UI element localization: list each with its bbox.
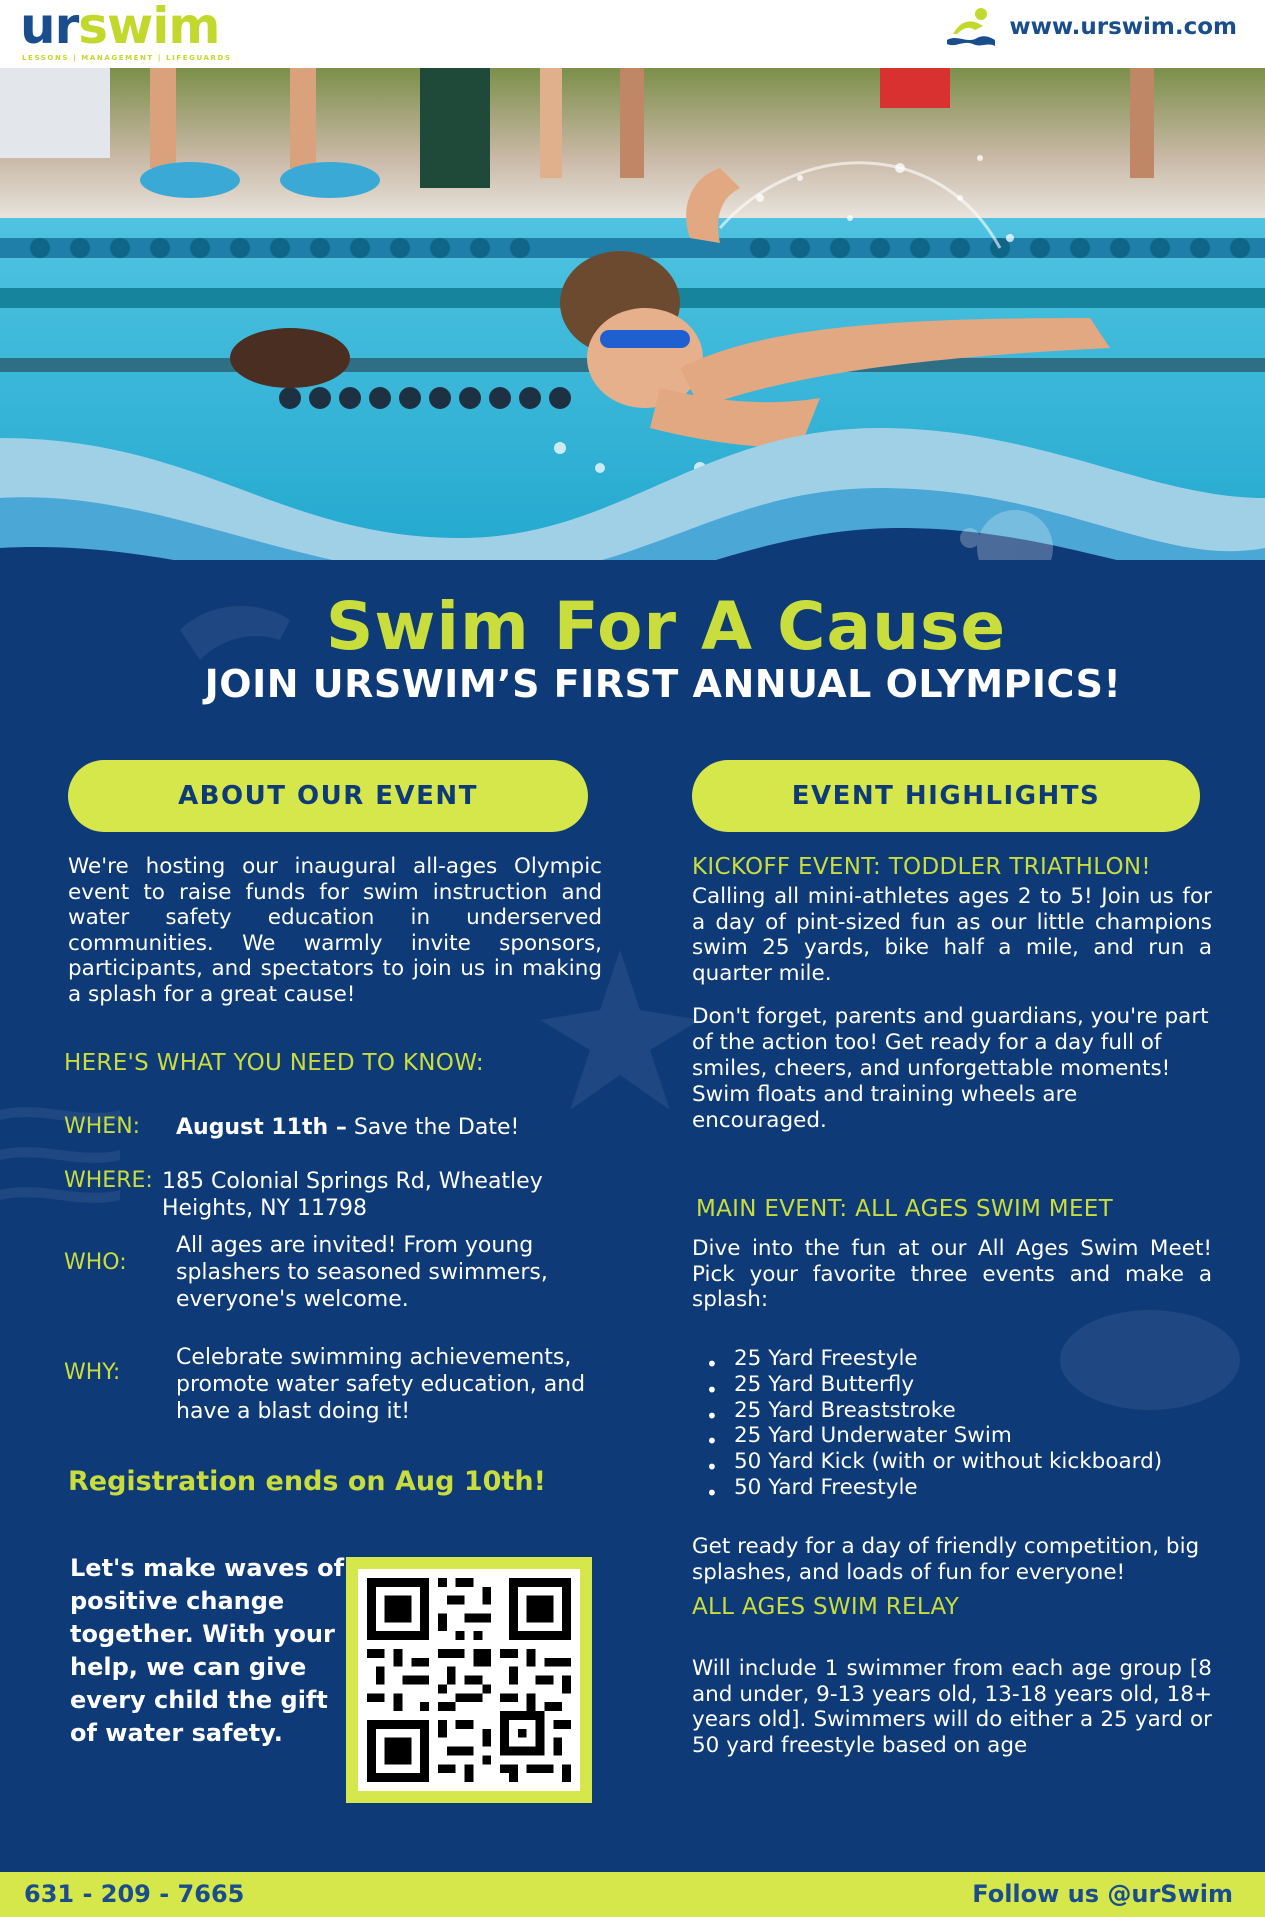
logo-tagline: LESSONS | MANAGEMENT | LIFEGUARDS — [22, 54, 232, 62]
about-text: We're hosting our inaugural all-ages Olympic event to raise funds for swim instruction and water safety education in underserved communities. We warmly invite sponsors, participants, and spectators to join us in making a splash for a great cause! — [68, 854, 602, 1007]
why-value: Celebrate swimming achievements, promote water safety education, and have a blast doing it! — [176, 1345, 586, 1424]
when-date: August 11th – — [176, 1115, 347, 1140]
website-url: www.urswim.com — [1009, 14, 1237, 40]
logo-ur: ur — [20, 0, 79, 55]
kickoff-text: Calling all mini-athletes ages 2 to 5! Join us for a day of pint-sized fun as our little champions swim 25 yards, bike half a mile, and run a quarter mile. — [692, 884, 1212, 986]
when-label: WHEN: — [64, 1114, 141, 1139]
list-item: • 25 Yard Butterfly — [706, 1372, 1162, 1398]
ready-text: Get ready for a day of friendly competition, big splashes, and loads of fun for everyone! — [692, 1534, 1200, 1585]
list-item: • 25 Yard Underwater Swim — [706, 1423, 1162, 1449]
website-link[interactable] — [945, 4, 1237, 50]
about-heading-pill: ABOUT OUR EVENT — [68, 760, 588, 832]
parents-text: Don't forget, parents and guardians, you're part of the action too! Get ready for a day full of smiles, cheers, and unforgettable moments! Swim floats and training wheels are encouraged. — [692, 1004, 1209, 1133]
qr-code-graphic — [358, 1569, 580, 1791]
kickoff-title: KICKOFF EVENT: TODDLER TRIATHLON! — [692, 854, 1151, 880]
registration-qr-code[interactable] — [346, 1557, 592, 1803]
swimmer-icon — [945, 4, 997, 50]
event-subtitle: JOIN URSWIM’S FIRST ANNUAL OLYMPICS! — [204, 662, 1122, 706]
list-item: • 25 Yard Breaststroke — [706, 1398, 1162, 1424]
relay-title: ALL AGES SWIM RELAY — [692, 1594, 960, 1620]
event-title: Swim For A Cause — [325, 588, 1007, 665]
qr-code-icon — [358, 1569, 580, 1791]
main-event-title: MAIN EVENT: ALL AGES SWIM MEET — [696, 1196, 1113, 1222]
where-label: WHERE: — [64, 1168, 153, 1193]
logo-swim: swim — [78, 0, 220, 55]
highlights-heading-pill: EVENT HIGHLIGHTS — [692, 760, 1200, 832]
logo-wordmark — [20, 0, 232, 55]
cta-text: Let's make waves of positive change together. With your help, we can give every child the gift of water safety. — [70, 1554, 345, 1747]
who-value: All ages are invited! From young splashers to seasoned swimmers, everyone's welcome. — [176, 1233, 548, 1312]
why-label: WHY: — [64, 1360, 121, 1385]
phone-number[interactable]: 631 - 209 - 7665 — [24, 1880, 245, 1908]
registration-deadline: Registration ends on Aug 10th! — [68, 1466, 546, 1497]
event-list — [706, 1346, 1162, 1501]
need-to-know-heading: HERE'S WHAT YOU NEED TO KNOW: — [64, 1050, 484, 1076]
list-item: • 50 Yard Freestyle — [706, 1475, 1162, 1501]
social-follow-link[interactable]: Follow us @urSwim — [972, 1880, 1233, 1908]
where-value: 185 Colonial Springs Rd, Wheatley Heights, NY 11798 — [162, 1169, 543, 1221]
list-item: • 25 Yard Freestyle — [706, 1346, 1162, 1372]
who-label: WHO: — [64, 1250, 127, 1275]
header — [0, 0, 1265, 68]
main-event-text: Dive into the fun at our All Ages Swim Meet! Pick your favorite three events and make a splash: — [692, 1236, 1212, 1312]
relay-text: Will include 1 swimmer from each age group [8 and under, 9-13 years old, 13-18 years old, 18+ years old]. Swimmers will do either a 25 yard or 50 yard freestyle based on age — [692, 1656, 1212, 1758]
footer — [0, 1872, 1265, 1917]
pool-swimmer-illustration — [0, 68, 1265, 628]
urswim-logo[interactable] — [20, 0, 232, 62]
list-item: • 50 Yard Kick (with or without kickboard) — [706, 1449, 1162, 1475]
when-rest: Save the Date! — [353, 1115, 520, 1140]
hero-photo — [0, 68, 1265, 628]
when-value — [176, 1114, 616, 1141]
